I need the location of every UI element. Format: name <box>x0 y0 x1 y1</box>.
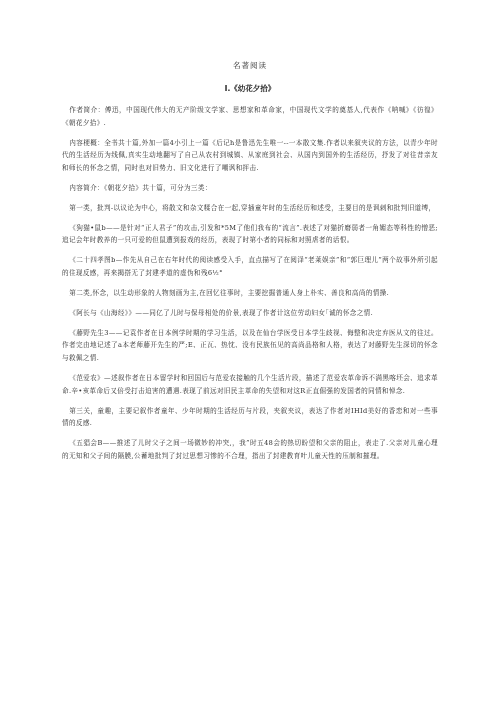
summary-paragraph: 内容梗概：全书共十篇,外加一篇4小引上一篇《后记h是鲁迅先生唯一--一本散文集.作者以来叙夹议的方法，以青少年时代的生活经历为线佩,真实生动地翻写了自己从农村到城镇、从家庭到社会、从国内到国外的生活经历，抒发了对往昔亲友和师长的怀念之情，同时也对旧势力、旧文化进行了嘲讽和抨击. <box>62 138 438 172</box>
category-two-paragraph: 第二类,怀念，以生动形象的人物刻画为主,在回忆往事时，主要挖掘普通人身上朴实、善良和高尚的情操. <box>69 288 390 297</box>
filial-piety-paragraph: 《二十四孝图b—作先从自己在右年时代的阅读感受入手，直点描写了在阅泽“老莱娱亲”和“郭巨理儿”两个故事外所引起的住现反感，再来揭搭无了封建孝道的虚伪和残6½° <box>62 256 438 277</box>
a-chang-paragraph: 《阿长与《山海经》》——同亿了儿时与保母相处的价景,表现了作者计这位劳动妇女｢诚的怀念之情. <box>69 308 374 317</box>
wuchang-fair-paragraph: 《五猖会B——推述了儿时父子之间一场微妙的冲突,，我”时五48会的热切盼望和父亲的阻止，表走了.父亲对儿童心理的无知和父子间的隔膜,公蓄地批判了封过思想习惨的不合理，指出了封建教育叶儿童天性的压制和摧理。 <box>62 439 438 460</box>
fan-ainong-paragraph: 《范爱农》—述叙作者在日本留学时和回国后与范爱农接触的几个生活片段，描述了范爱农革命诉不满黑喀坯会、追求革命.辛•亥革命后又倍受打击迫害的遭遇.表现了前远对旧民主革命的失望和对这R正直倔强的发国者的同情和悼念. <box>62 374 438 395</box>
section-title <box>62 83 438 94</box>
author-intro-paragraph: 作者简介：傅迅，中国现代伟大的无产阶级文学家、思想家和革命家，中国现代文学的奠基人,代表作《呐喊》《彷徨》《朝花夕拾》. <box>62 106 438 127</box>
content-intro-paragraph: 内容简介：《朝花夕拾》共十篇，可分为三类： <box>69 183 212 192</box>
section-title-text: I.《幼花夕拾》 <box>224 84 276 93</box>
fujino-paragraph: 《藤野先生3——记袁作者在日本例学时期的学习生活，以及在仙台学医受日本学生歧视、侮整和决定弃医从文的往过。作者完由地记述了a本老师藤开先生的严;E、正瓦、热忱、没有民族伍见的高尚品格和人格，表达了对藤野先生深切的怀念与救佩之情. <box>62 328 438 363</box>
document-title: 名著阅读 <box>233 61 267 70</box>
dog-cat-mouse-paragraph: 《狗猫•鼠b——是针对“正人君子”的攻击,引发和*5M了他们我布的“流言”.表述了对猫折磨弱者一角媚态等科性的憎恶;追记会年时教养的一只可爱的但鼠遭到报戏的经历，表现了时第小者的同标和对照虐者的话恨。 <box>62 223 438 245</box>
category-three-paragraph: 第三关，童趣，主要记叙作者童年、少年时期的生活经历与片段，夹叙夹议，表达了作者对IHId美好的香恋和对一些事情的反感. <box>62 406 438 428</box>
category-one-paragraph: 第一类，批判-以议论为中心，将散文和杂文糅合在一起,穿插童年时的生活经历和述受，主要目的是讽刺和批判旧道缚， <box>69 203 436 212</box>
